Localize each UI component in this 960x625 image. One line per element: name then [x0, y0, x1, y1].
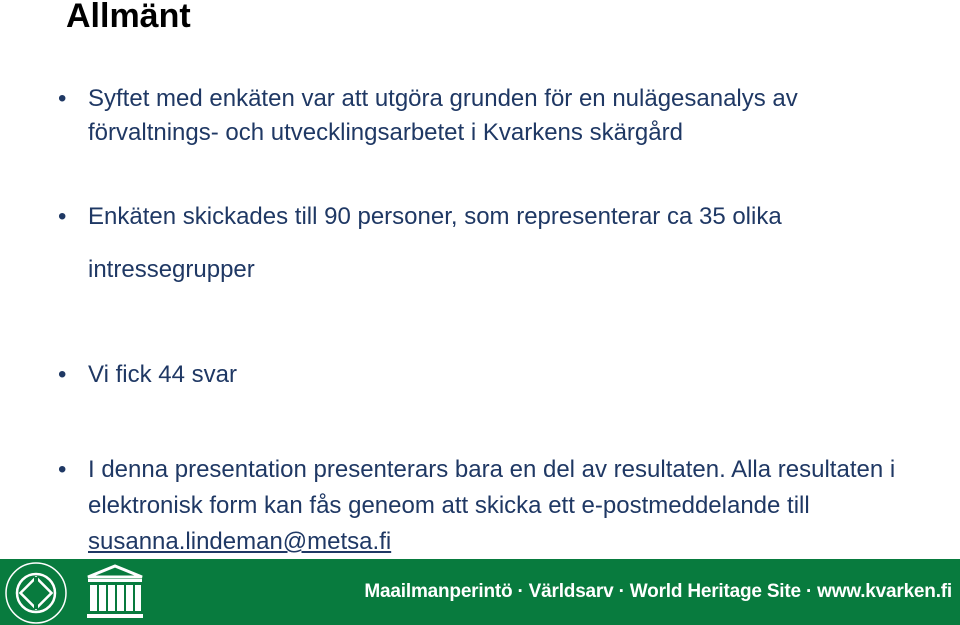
- bullet-marker: •: [58, 85, 67, 112]
- bullet-text: Syftet med enkäten var att utgöra grunden för en nulägesanalys av förvaltnings- och utvecklingsarbetet i Kvarkens skärgård: [88, 85, 798, 146]
- bullet-marker: •: [58, 361, 67, 388]
- bullet-text: Enkäten skickades till 90 personer, som representerar ca 35 olika intressegrupper: [88, 203, 782, 283]
- footer-tagline: Maailmanperintö · Världsarv · World Heritage Site · www.kvarken.fi: [364, 581, 952, 602]
- bullet-item: [58, 82, 888, 150]
- bullet-marker: •: [58, 456, 67, 483]
- bullet-marker: •: [58, 203, 67, 230]
- slide-title: Allmänt: [66, 0, 191, 35]
- unesco-logo-icon: [84, 563, 146, 621]
- footer-bar: [0, 559, 960, 625]
- email-link[interactable]: susanna.lindeman@metsa.fi: [88, 528, 392, 555]
- bullet-item: [58, 190, 888, 296]
- bullet-item: [58, 358, 888, 392]
- bullet-item: [58, 452, 908, 560]
- bullet-text: I denna presentation presenterars bara en del av resultaten. Alla resultaten i elektronisk form kan fås geneom att skicka ett e-postmeddelande till: [88, 456, 896, 519]
- bullet-text: Vi fick 44 svar: [88, 361, 237, 388]
- world-heritage-emblem-icon: [4, 561, 68, 625]
